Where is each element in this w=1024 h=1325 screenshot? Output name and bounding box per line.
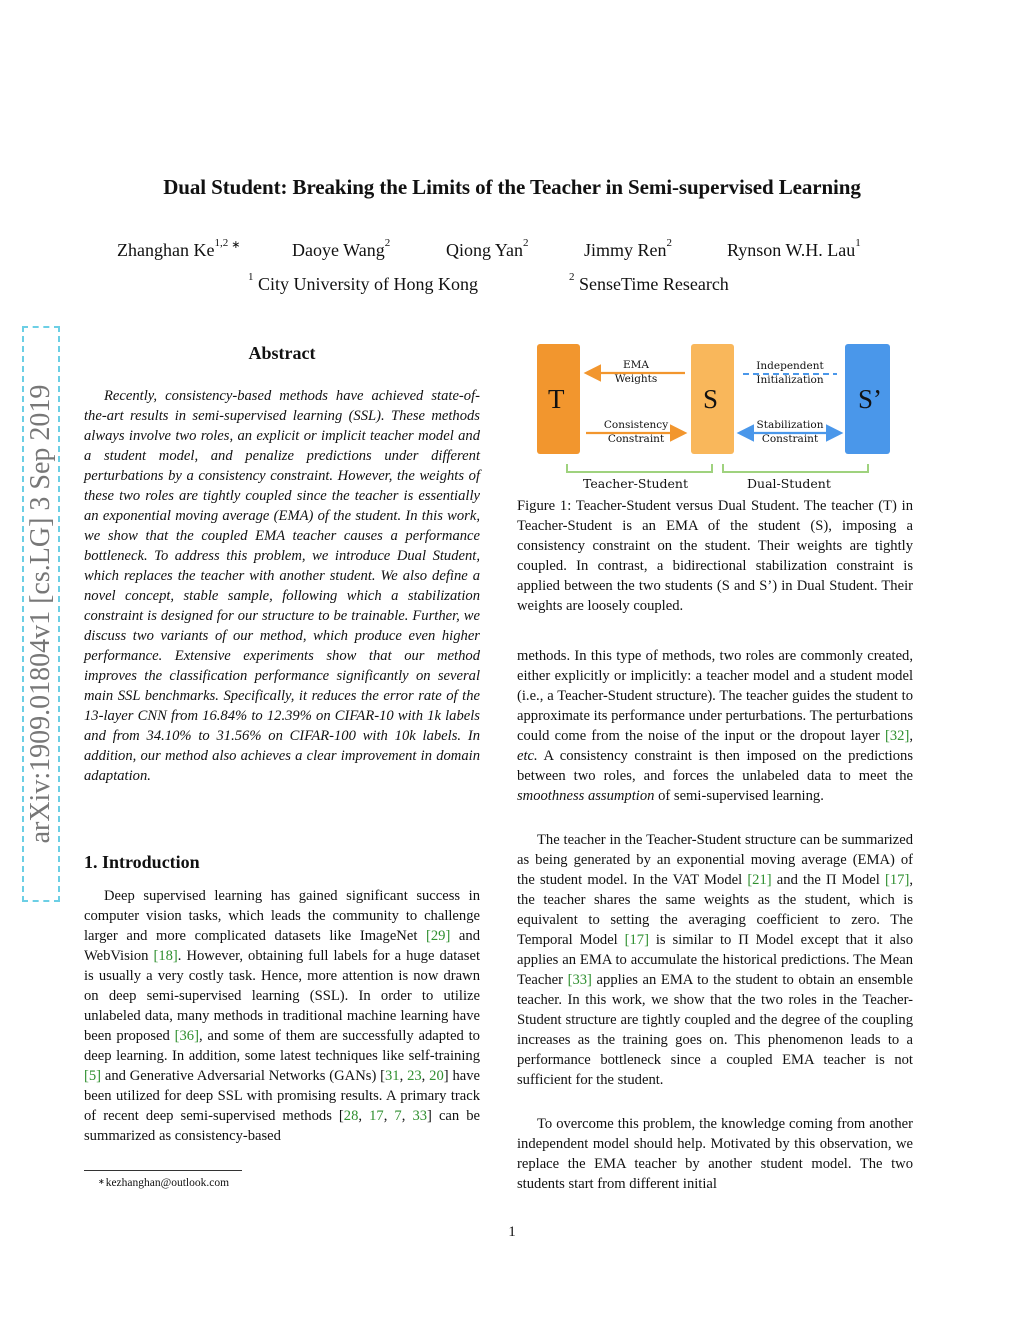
citation[interactable]: 17 bbox=[369, 1108, 384, 1124]
dual-student-bracket bbox=[723, 464, 868, 472]
citation[interactable]: [17] bbox=[624, 932, 649, 948]
stabilization-constraint-label: Stabilization Constraint bbox=[756, 419, 824, 445]
page-number: 1 bbox=[508, 1224, 516, 1240]
citation[interactable]: 20 bbox=[429, 1068, 444, 1084]
author: Rynson W.H. Lau$^1$ bbox=[727, 237, 861, 260]
citation[interactable]: 23 bbox=[407, 1068, 422, 1084]
citation[interactable]: [32] bbox=[885, 728, 910, 744]
independent-initialization-label: Independent Initialization bbox=[756, 360, 824, 386]
paragraph: The teacher in the Teacher-Student structure can be summarized as being generated by an exponential moving average (EMA) of the student model. In the VAT Model [21] and the Π Model [17], the teacher shares the same weights as the student, which is equivalent to setting the averaging coefficient to zero. The Temporal Model [17] is similar to Π Model except that it also applies an EMA to accumulate the historical predictions. The Mean Teacher [33] applies an EMA to the student to obtain an ensemble teacher. In this work, we show that the two roles in the Teacher-Student structure are tightly coupled and the degree of the coupling increases as the training goes on. This phenomenon leads to a performance bottleneck since a coupled EMA teacher is not sufficient for the student. bbox=[517, 832, 913, 1088]
introduction-heading: 1. Introduction bbox=[84, 852, 200, 872]
affiliation: $^2$ SenseTime Research bbox=[569, 271, 729, 294]
figure-1-diagram bbox=[527, 338, 903, 496]
citation[interactable]: [17] bbox=[885, 872, 910, 888]
citation[interactable]: [21] bbox=[747, 872, 772, 888]
teacher-student-bracket bbox=[567, 464, 712, 472]
citation[interactable]: [18] bbox=[153, 948, 178, 964]
teacher-label: T bbox=[548, 384, 565, 414]
citation[interactable]: 7 bbox=[394, 1108, 402, 1124]
affiliation-list bbox=[0, 271, 1024, 300]
ema-weights-label: EMA Weights bbox=[614, 359, 658, 385]
introduction-text: Deep supervised learning has gained significant success in computer vision tasks, which leads the community to challenge larger and more complicated datasets like ImageNet [29] and WebVision [18]. However, obtaining full labels for a huge dataset is usually a very costly task. Hence, more attention is now drawn on deep semi-supervised learning (SSL). In order to utilize unlabeled data, many methods in traditional machine learning have been proposed [36], and some of them are successfully adapted to deep learning. In addition, some latest techniques like self-training [5] and Generative Adversarial Networks (GANs) [31, 23, 20] have been utilized for deep SSL with promising results. A primary track of recent deep semi-supervised methods [28, 17, 7, 33] can be summarized as consistency-based bbox=[84, 888, 481, 1144]
author: Qiong Yan$^2$ bbox=[446, 237, 529, 260]
affiliation: $^1$ City University of Hong Kong bbox=[248, 271, 478, 294]
footnote: ∗kezhanghan@outlook.com bbox=[98, 1177, 230, 1189]
paper-title: Dual Student: Breaking the Limits of the Teacher in Semi-supervised Learning bbox=[163, 175, 861, 199]
author: Jimmy Ren$^2$ bbox=[584, 237, 673, 260]
citation[interactable]: [29] bbox=[425, 928, 451, 944]
teacher-student-label: Teacher-Student bbox=[583, 476, 688, 491]
paragraph: To overcome this problem, the knowledge coming from another independent model should help. Motivated by this observation, we replace the EMA teacher by another student model. The two students start from different initial bbox=[517, 1116, 913, 1192]
author-list bbox=[0, 237, 1024, 266]
footnote-rule bbox=[84, 1170, 242, 1171]
abstract-text: Recently, consistency-based methods have achieved state-of-the-art results in semi-supervised learning (SSL). These methods always involve two roles, an explicit or implicit teacher model and a student model, and penalize predictions under different perturbations by a consistency constraint. However, the weights of these two roles are tightly coupled since the teacher is essentially an exponential moving average (EMA) of the student. In this work, we show that the coupled EMA teacher causes a performance bottleneck. To address this problem, we introduce Dual Student, which replaces the teacher with another student. We also define a novel concept, stable sample, following which a stabilization constraint is designed for our structure to be trainable. Further, we discuss two variants of our method, which produce even higher performance. Extensive experiments show that our method improves the classification performance significantly on several main SSL benchmarks. Specifically, it reduces the error rate of the 13-layer CNN from 16.84% to 12.39% on CIFAR-10 with 1k labels and from 34.10% to 31.56% on CIFAR-100 with 10k labels. In addition, our method also achieves a clear improvement in domain adaptation. bbox=[84, 388, 480, 784]
consistency-constraint-label: Consistency Constraint bbox=[603, 419, 669, 445]
author: Daoye Wang$^2$ bbox=[292, 237, 391, 260]
dual-student-label: Dual-Student bbox=[747, 476, 831, 491]
figure-1-caption: Figure 1: Teacher-Student versus Dual Student. The teacher (T) in Teacher-Student is an EMA of the student (S), imposing a consistency constraint on the student. Their weights are tightly coupled. In contrast, a bidirectional stabilization constraint is applied between the two students (S and S’) in Dual Student. Their weights are loosely coupled. bbox=[517, 498, 913, 614]
arxiv-stamp: arXiv:1909.01804v1 [cs.LG] 3 Sep 2019 bbox=[25, 384, 56, 844]
author: Zhanghan Ke$^{1,2}$ ∗ bbox=[117, 237, 241, 260]
student-label: S bbox=[703, 384, 719, 414]
citation[interactable]: [5] bbox=[84, 1068, 102, 1084]
citation[interactable]: 33 bbox=[412, 1108, 428, 1124]
figure-arrows bbox=[527, 338, 903, 496]
student2-label: S’ bbox=[858, 384, 883, 414]
paragraph: methods. In this type of methods, two roles are commonly created, either explicitly or implicitly: a teacher model and a student model (i.e., a Teacher-Student structure). The teacher guides the student to approximate its performance under perturbations. The perturbations could come from the noise of the input or the dropout layer [32], etc. A consistency constraint is then imposed on the predictions between two roles, and forces the unlabeled data to meet the smoothness assumption of semi-supervised learning. bbox=[517, 648, 913, 804]
citation[interactable]: 28 bbox=[343, 1108, 359, 1124]
citation[interactable]: [36] bbox=[174, 1028, 199, 1044]
citation[interactable]: 31 bbox=[385, 1068, 400, 1084]
abstract-heading: Abstract bbox=[248, 343, 316, 363]
citation[interactable]: [33] bbox=[567, 972, 592, 988]
